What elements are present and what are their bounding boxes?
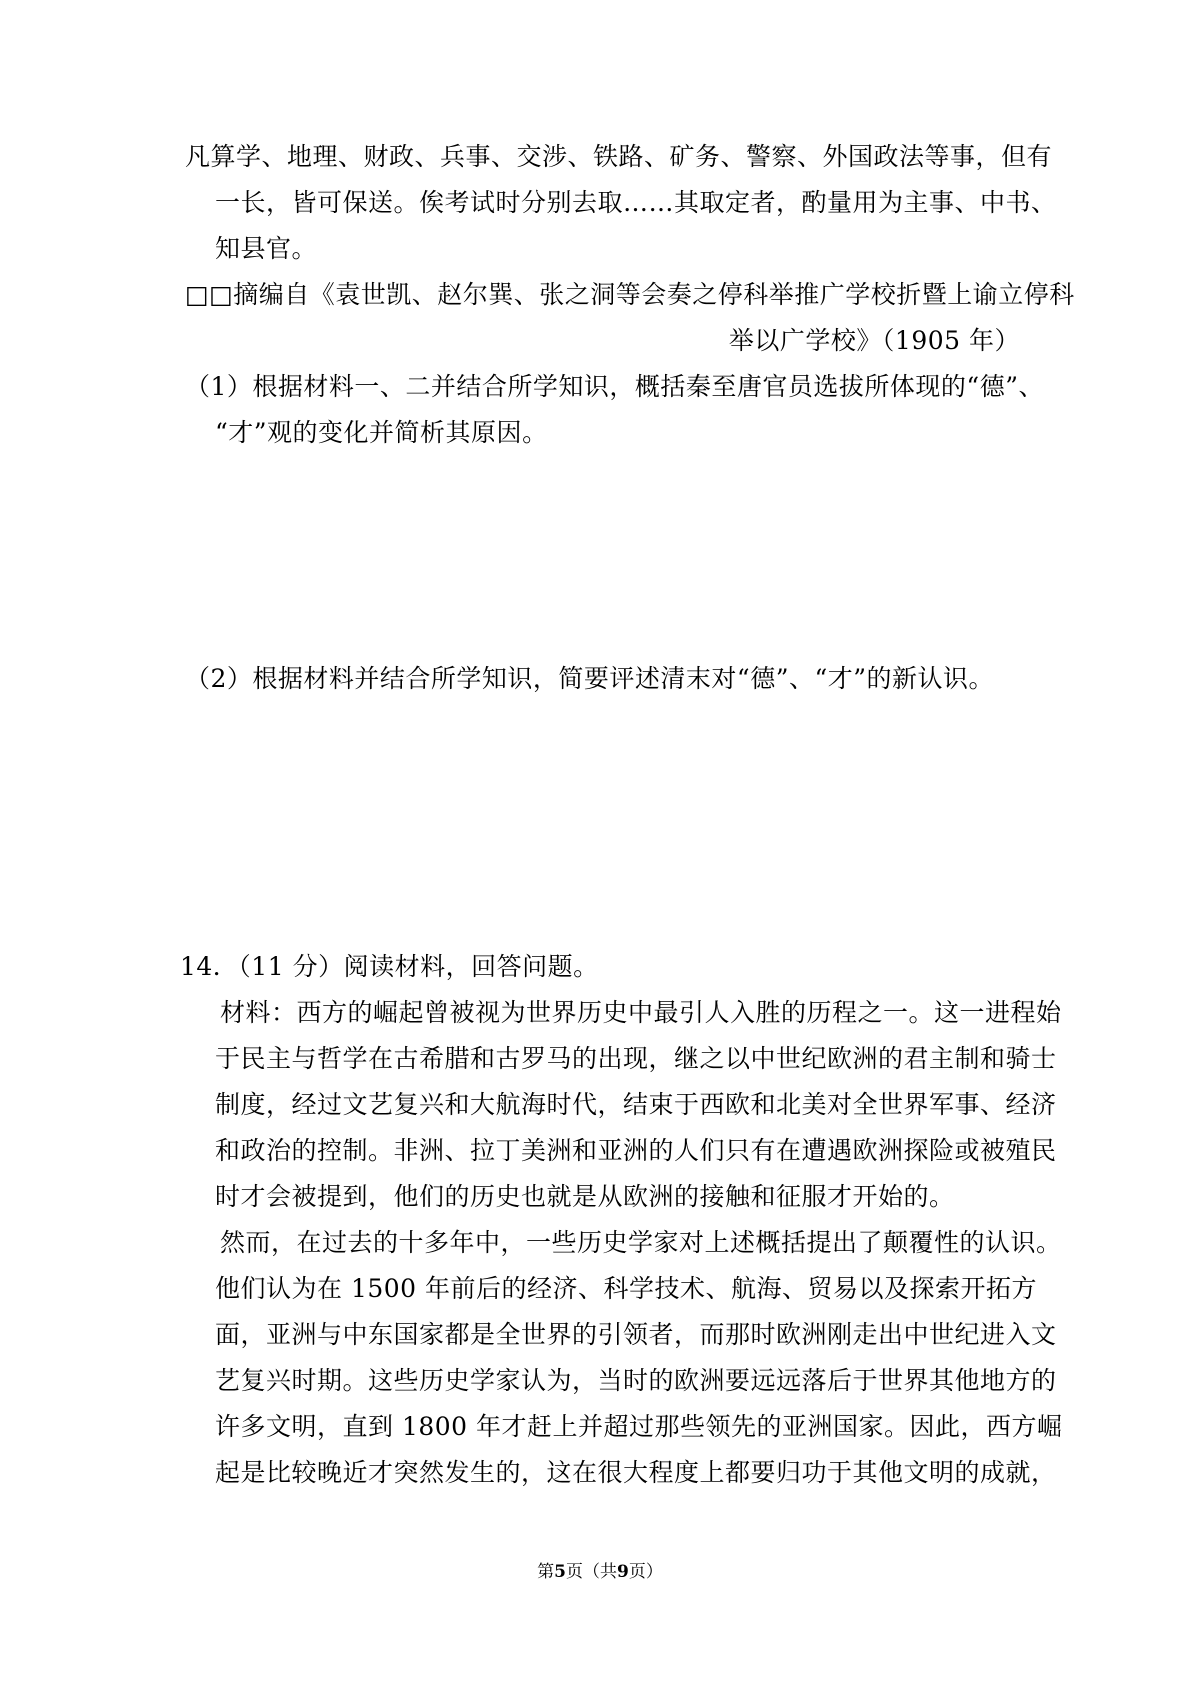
material-paragraph-line: 然而，在过去的十多年中，一些历史学家对上述概括提出了颠覆性的认识。 xyxy=(220,1228,1062,1257)
material-paragraph-line: 面，亚洲与中东国家都是全世界的引领者，而那时欧洲刚走出中世纪进入文 xyxy=(215,1320,1057,1349)
material-text-line: 凡算学、地理、财政、兵事、交涉、铁路、矿务、警察、外国政法等事，但有 xyxy=(185,142,1053,171)
footer-middle: 页（共 xyxy=(566,1562,617,1582)
question-14-heading: 14．（11 分）阅读材料，回答问题。 xyxy=(180,952,599,981)
footer-prefix: 第 xyxy=(537,1562,555,1582)
material-text-line: 一长，皆可保送。俟考试时分别去取……其取定者，酌量用为主事、中书、 xyxy=(215,188,1057,217)
footer-suffix: 页） xyxy=(628,1562,663,1582)
material-paragraph-line: 制度，经过文艺复兴和大航海时代，结束于西欧和北美对全世界军事、经济 xyxy=(215,1090,1057,1119)
sub-question-2: （2）根据材料并结合所学知识，简要评述清末对“德”、“才”的新认识。 xyxy=(185,664,995,693)
material-paragraph-line: 时才会被提到，他们的历史也就是从欧洲的接触和征服才开始的。 xyxy=(215,1182,955,1211)
material-paragraph-line: 和政治的控制。非洲、拉丁美洲和亚洲的人们只有在遭遇欧洲探险或被殖民 xyxy=(215,1136,1057,1165)
material-paragraph-line: 起是比较晚近才突然发生的，这在很大程度上都要归功于其他文明的成就， xyxy=(215,1458,1057,1487)
material-paragraph-line: 于民主与哲学在古希腊和古罗马的出现，继之以中世纪欧洲的君主制和骑士 xyxy=(215,1044,1057,1073)
material-paragraph-line: 许多文明，直到 1800 年才赶上并超过那些领先的亚洲国家。因此，西方崛 xyxy=(215,1412,1063,1441)
current-page-number: 5 xyxy=(554,1562,566,1582)
material-paragraph-line: 他们认为在 1500 年前后的经济、科学技术、航海、贸易以及探索开拓方 xyxy=(215,1274,1038,1303)
material-paragraph-line: 材料：西方的崛起曾被视为世界历史中最引人入胜的历程之一。这一进程始 xyxy=(220,998,1062,1027)
total-page-count: 9 xyxy=(617,1562,629,1582)
page-footer xyxy=(0,1560,1200,1584)
sub-question-1-continued: “才”观的变化并简析其原因。 xyxy=(215,418,548,447)
source-citation-line: □□摘编自《袁世凯、赵尔巽、张之洞等会奏之停科举推广学校折暨上谕立停科 xyxy=(185,280,1075,309)
material-text-line: 知县官。 xyxy=(215,234,318,263)
sub-question-1: （1）根据材料一、二并结合所学知识，概括秦至唐官员选拔所体现的“德”、 xyxy=(185,372,1044,401)
material-paragraph-line: 艺复兴时期。这些历史学家认为，当时的欧洲要远远落后于世界其他地方的 xyxy=(215,1366,1057,1395)
source-citation-line: 举以广学校》（1905 年） xyxy=(728,326,1020,355)
